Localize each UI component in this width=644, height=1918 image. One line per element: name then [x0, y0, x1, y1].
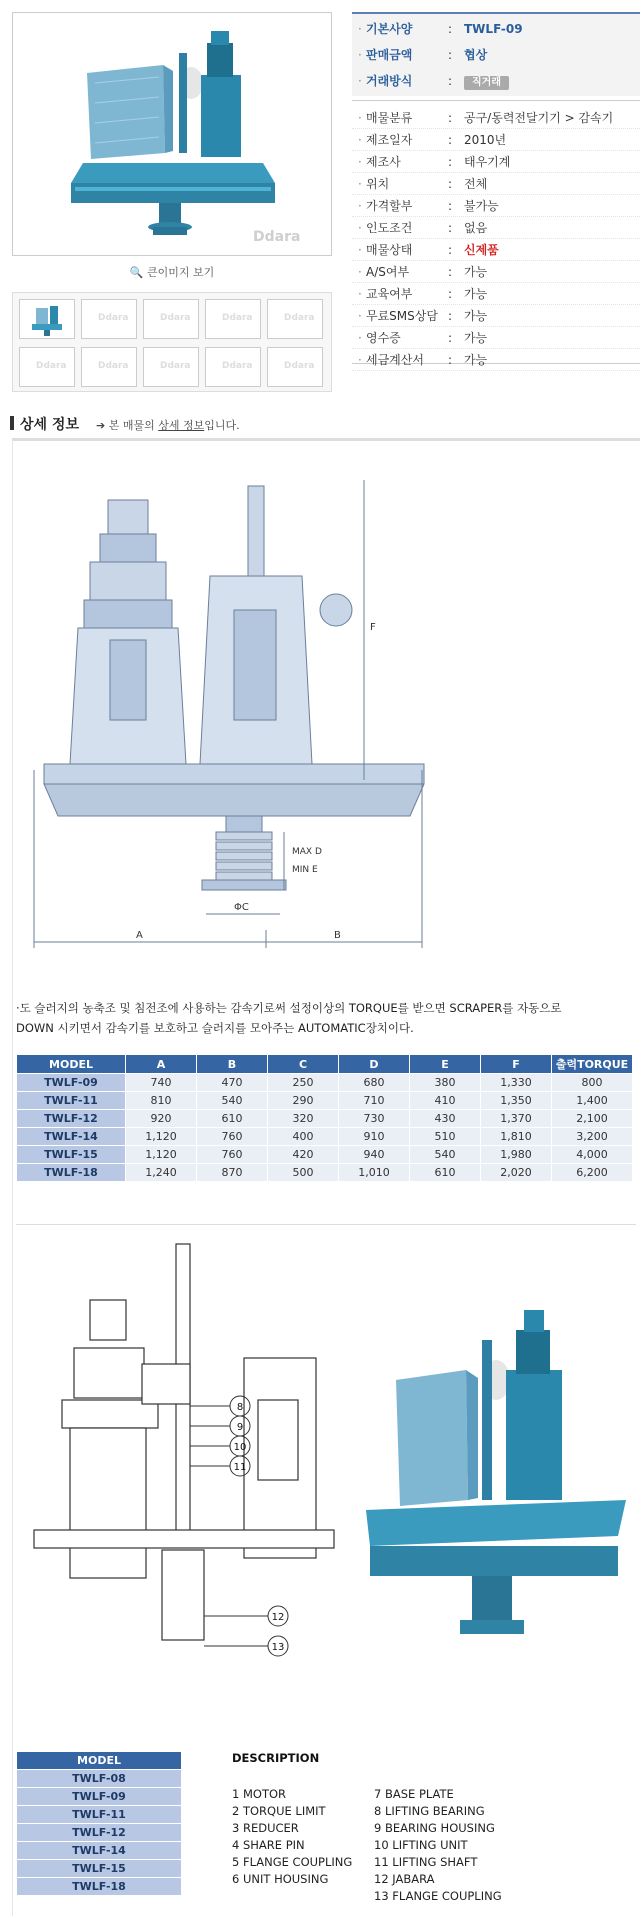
callout-13: 13: [271, 1642, 285, 1653]
spec-value: 가능: [464, 265, 488, 279]
dimension-table: [16, 1054, 633, 1182]
dim-e-label: MIN E: [292, 865, 318, 875]
part-item: 5 FLANGE COUPLING: [232, 1855, 353, 1869]
part-item: 12 JABARA: [374, 1872, 435, 1886]
spec-value: 전체: [464, 177, 488, 191]
value-cell: 410: [410, 1092, 480, 1109]
spec-value: 신제품: [464, 243, 499, 257]
table-row: [17, 1074, 632, 1091]
dimension-drawing: [30, 470, 470, 960]
part-item: 9 BEARING HOUSING: [374, 1821, 495, 1835]
value-cell: 6,200: [552, 1164, 632, 1181]
spec-key: 무료SMS상담: [366, 309, 438, 323]
value-cell: 380: [410, 1074, 480, 1091]
spec-row: · 제조사 : 태우기계: [352, 151, 640, 173]
callout-8: 8: [236, 1402, 244, 1413]
value-cell: 680: [339, 1074, 409, 1091]
part-item: 1 MOTOR: [232, 1787, 287, 1801]
thumbnail-5[interactable]: Ddara: [267, 299, 323, 339]
trade-method-badge: 직거래: [464, 76, 509, 90]
dimension-table-header: MODEL A B C D E F 출력TORQUE: [17, 1055, 632, 1073]
spec-key: 매물상태: [366, 243, 413, 257]
value-cell: 540: [410, 1146, 480, 1163]
value-cell: 910: [339, 1128, 409, 1145]
value-cell: 1,350: [481, 1092, 551, 1109]
dim-c-label: ΦC: [234, 902, 249, 913]
spec-row: · 가격할부 : 불가능: [352, 195, 640, 217]
dim-b-label: B: [334, 930, 341, 941]
model-cell: TWLF-14: [17, 1128, 125, 1145]
spec-key: 매물분류: [366, 111, 413, 125]
value-cell: 870: [197, 1164, 267, 1181]
value-cell: 1,980: [481, 1146, 551, 1163]
spec-key: 위치: [366, 177, 390, 191]
value-cell: 940: [339, 1146, 409, 1163]
value-cell: 800: [552, 1074, 632, 1091]
thumbnail-9[interactable]: Ddara: [205, 347, 261, 387]
model-list-item: TWLF-18: [17, 1878, 181, 1895]
spec-list: [352, 100, 640, 367]
value-cell: 1,120: [126, 1128, 196, 1145]
value-cell: 500: [268, 1164, 338, 1181]
value-cell: 1,240: [126, 1164, 196, 1181]
value-cell: 250: [268, 1074, 338, 1091]
spec-key: A/S여부: [366, 265, 410, 279]
value-cell: 1,810: [481, 1128, 551, 1145]
value-cell: 610: [410, 1164, 480, 1181]
part-item: 3 REDUCER: [232, 1821, 299, 1835]
parts-left: [232, 1786, 352, 1888]
value-cell: 740: [126, 1074, 196, 1091]
svg-text:Ddara: Ddara: [253, 229, 301, 245]
spec-row-model: · 기본사양 : TWLF-09: [358, 22, 523, 36]
table-row: [17, 1092, 632, 1109]
spec-key: 교육여부: [366, 287, 413, 301]
spec-row-price: · 판매금액 : 협상: [358, 48, 488, 62]
value-cell: 420: [268, 1146, 338, 1163]
table-row: [17, 1164, 632, 1181]
spec-value: 2010년: [464, 133, 507, 147]
divider: [16, 1224, 636, 1225]
part-item: 8 LIFTING BEARING: [374, 1804, 485, 1818]
value-cell: 1,010: [339, 1164, 409, 1181]
product-description: ·도 슬러지의 농축조 및 침전조에 사용하는 감속기로써 설정이상의 TORQUE를 받으면 SCRAPER를 자동으로 DOWN 시키면서 감속기를 보호하고 슬러지를 모아주는 AUTOMATIC장치이다.: [16, 1001, 562, 1035]
product-main-image[interactable]: [12, 12, 332, 256]
parts-right: [374, 1786, 502, 1905]
value-cell: 610: [197, 1110, 267, 1127]
part-item: 4 SHARE PIN: [232, 1838, 305, 1852]
value-cell: 430: [410, 1110, 480, 1127]
thumbnail-2[interactable]: Ddara: [81, 299, 137, 339]
value-cell: 760: [197, 1128, 267, 1145]
machine-photo: [356, 1300, 636, 1650]
thumbnail-4[interactable]: Ddara: [205, 299, 261, 339]
arrow-icon: ➔: [96, 419, 106, 432]
part-item: 2 TORQUE LIMIT: [232, 1804, 326, 1818]
part-item: 6 UNIT HOUSING: [232, 1872, 329, 1886]
value-cell: 920: [126, 1110, 196, 1127]
model-cell: TWLF-11: [17, 1092, 125, 1109]
thumbnail-strip: [12, 292, 332, 392]
value-cell: 2,020: [481, 1164, 551, 1181]
table-row: [17, 1146, 632, 1163]
product-photo: [13, 13, 331, 255]
value-cell: 1,400: [552, 1092, 632, 1109]
table-row: [17, 1110, 632, 1127]
callout-12: 12: [271, 1612, 285, 1623]
spec-row: · 매물분류 : 공구/동력전달기기 > 감속기: [352, 107, 640, 129]
spec-key: 인도조건: [366, 221, 413, 235]
value-cell: 540: [197, 1092, 267, 1109]
part-item: 7 BASE PLATE: [374, 1787, 454, 1801]
dim-a-label: A: [136, 930, 143, 941]
spec-key: 세금계산서: [366, 353, 424, 367]
spec-value: 없음: [464, 221, 488, 235]
thumbnail-8[interactable]: Ddara: [143, 347, 199, 387]
value-cell: 320: [268, 1110, 338, 1127]
spec-row: · A/S여부 : 가능: [352, 261, 640, 283]
part-item: 13 FLANGE COUPLING: [374, 1889, 502, 1903]
spec-row: · 교육여부 : 가능: [352, 283, 640, 305]
value-cell: 510: [410, 1128, 480, 1145]
value-cell: 760: [197, 1146, 267, 1163]
spec-row: · 위치 : 전체: [352, 173, 640, 195]
callout-9: 9: [236, 1422, 244, 1433]
spec-row: · 세금계산서 : 가능: [352, 349, 640, 371]
thumbnail-1[interactable]: [19, 299, 75, 339]
spec-row: · 영수증 : 가능: [352, 327, 640, 349]
spec-key: 가격할부: [366, 199, 413, 213]
spec-value: 가능: [464, 309, 488, 323]
table-row: [17, 1128, 632, 1145]
spec-value: 가능: [464, 331, 488, 345]
parts-drawing: [14, 1240, 344, 1680]
spec-value: 태우기계: [464, 155, 511, 169]
spec-value: 가능: [464, 353, 488, 367]
model-list-item: TWLF-09: [17, 1788, 181, 1805]
value-cell: 3,200: [552, 1128, 632, 1145]
parts-title: DESCRIPTION: [232, 1751, 320, 1765]
value-cell: 4,000: [552, 1146, 632, 1163]
spec-summary: [352, 12, 640, 96]
dim-d-label: MAX D: [292, 847, 322, 857]
value-cell: 730: [339, 1110, 409, 1127]
enlarge-image-link[interactable]: 🔍 큰이미지 보기: [129, 266, 215, 279]
part-item: 11 LIFTING SHAFT: [374, 1855, 478, 1869]
value-cell: 710: [339, 1092, 409, 1109]
detail-subtitle: ➔ 본 매물의 상세 정보입니다.: [96, 419, 240, 432]
thumbnail-photo: [20, 300, 74, 338]
model-list-item: TWLF-12: [17, 1824, 181, 1841]
model-cell: TWLF-12: [17, 1110, 125, 1127]
value-cell: 810: [126, 1092, 196, 1109]
value-cell: 1,370: [481, 1110, 551, 1127]
value-cell: 1,330: [481, 1074, 551, 1091]
callout-10: 10: [233, 1442, 247, 1453]
detail-link[interactable]: 상세 정보: [158, 419, 205, 432]
value-cell: 2,100: [552, 1110, 632, 1127]
magnifier-icon: 🔍: [129, 266, 144, 279]
model-cell: TWLF-18: [17, 1164, 125, 1181]
thumbnail-3[interactable]: Ddara: [143, 299, 199, 339]
model-list: MODEL TWLF-08 TWLF-09 TWLF-11 TWLF-12 TWLF-14 TWLF-15 TWLF-18: [16, 1751, 182, 1896]
model-list-item: TWLF-08: [17, 1770, 181, 1787]
spec-row: · 매물상태 : 신제품: [352, 239, 640, 261]
detail-title: 상세 정보: [20, 417, 79, 433]
value-cell: 290: [268, 1092, 338, 1109]
value-cell: 400: [268, 1128, 338, 1145]
spec-row: · 제조일자 : 2010년: [352, 129, 640, 151]
section-marker: [10, 416, 14, 430]
part-item: 10 LIFTING UNIT: [374, 1838, 468, 1852]
spec-key: 제조일자: [366, 133, 413, 147]
spec-value: 불가능: [464, 199, 499, 213]
model-list-item: TWLF-11: [17, 1806, 181, 1823]
spec-key: 제조사: [366, 155, 401, 169]
model-cell: TWLF-09: [17, 1074, 125, 1091]
model-cell: TWLF-15: [17, 1146, 125, 1163]
value-cell: 1,120: [126, 1146, 196, 1163]
value-cell: 470: [197, 1074, 267, 1091]
spec-row: · 인도조건 : 없음: [352, 217, 640, 239]
spec-key: 영수증: [366, 331, 401, 345]
spec-value: 가능: [464, 287, 488, 301]
spec-value: 공구/동력전달기기 > 감속기: [464, 111, 614, 125]
spec-row: · 무료SMS상담 : 가능: [352, 305, 640, 327]
model-list-item: TWLF-14: [17, 1842, 181, 1859]
thumbnail-7[interactable]: Ddara: [81, 347, 137, 387]
spec-row-trade: · 거래방식 : 직거래: [352, 70, 640, 92]
dim-f-label: F: [370, 622, 376, 633]
thumbnail-10[interactable]: Ddara: [267, 347, 323, 387]
thumbnail-6[interactable]: Ddara: [19, 347, 75, 387]
model-list-item: TWLF-15: [17, 1860, 181, 1877]
callout-11: 11: [233, 1462, 247, 1473]
